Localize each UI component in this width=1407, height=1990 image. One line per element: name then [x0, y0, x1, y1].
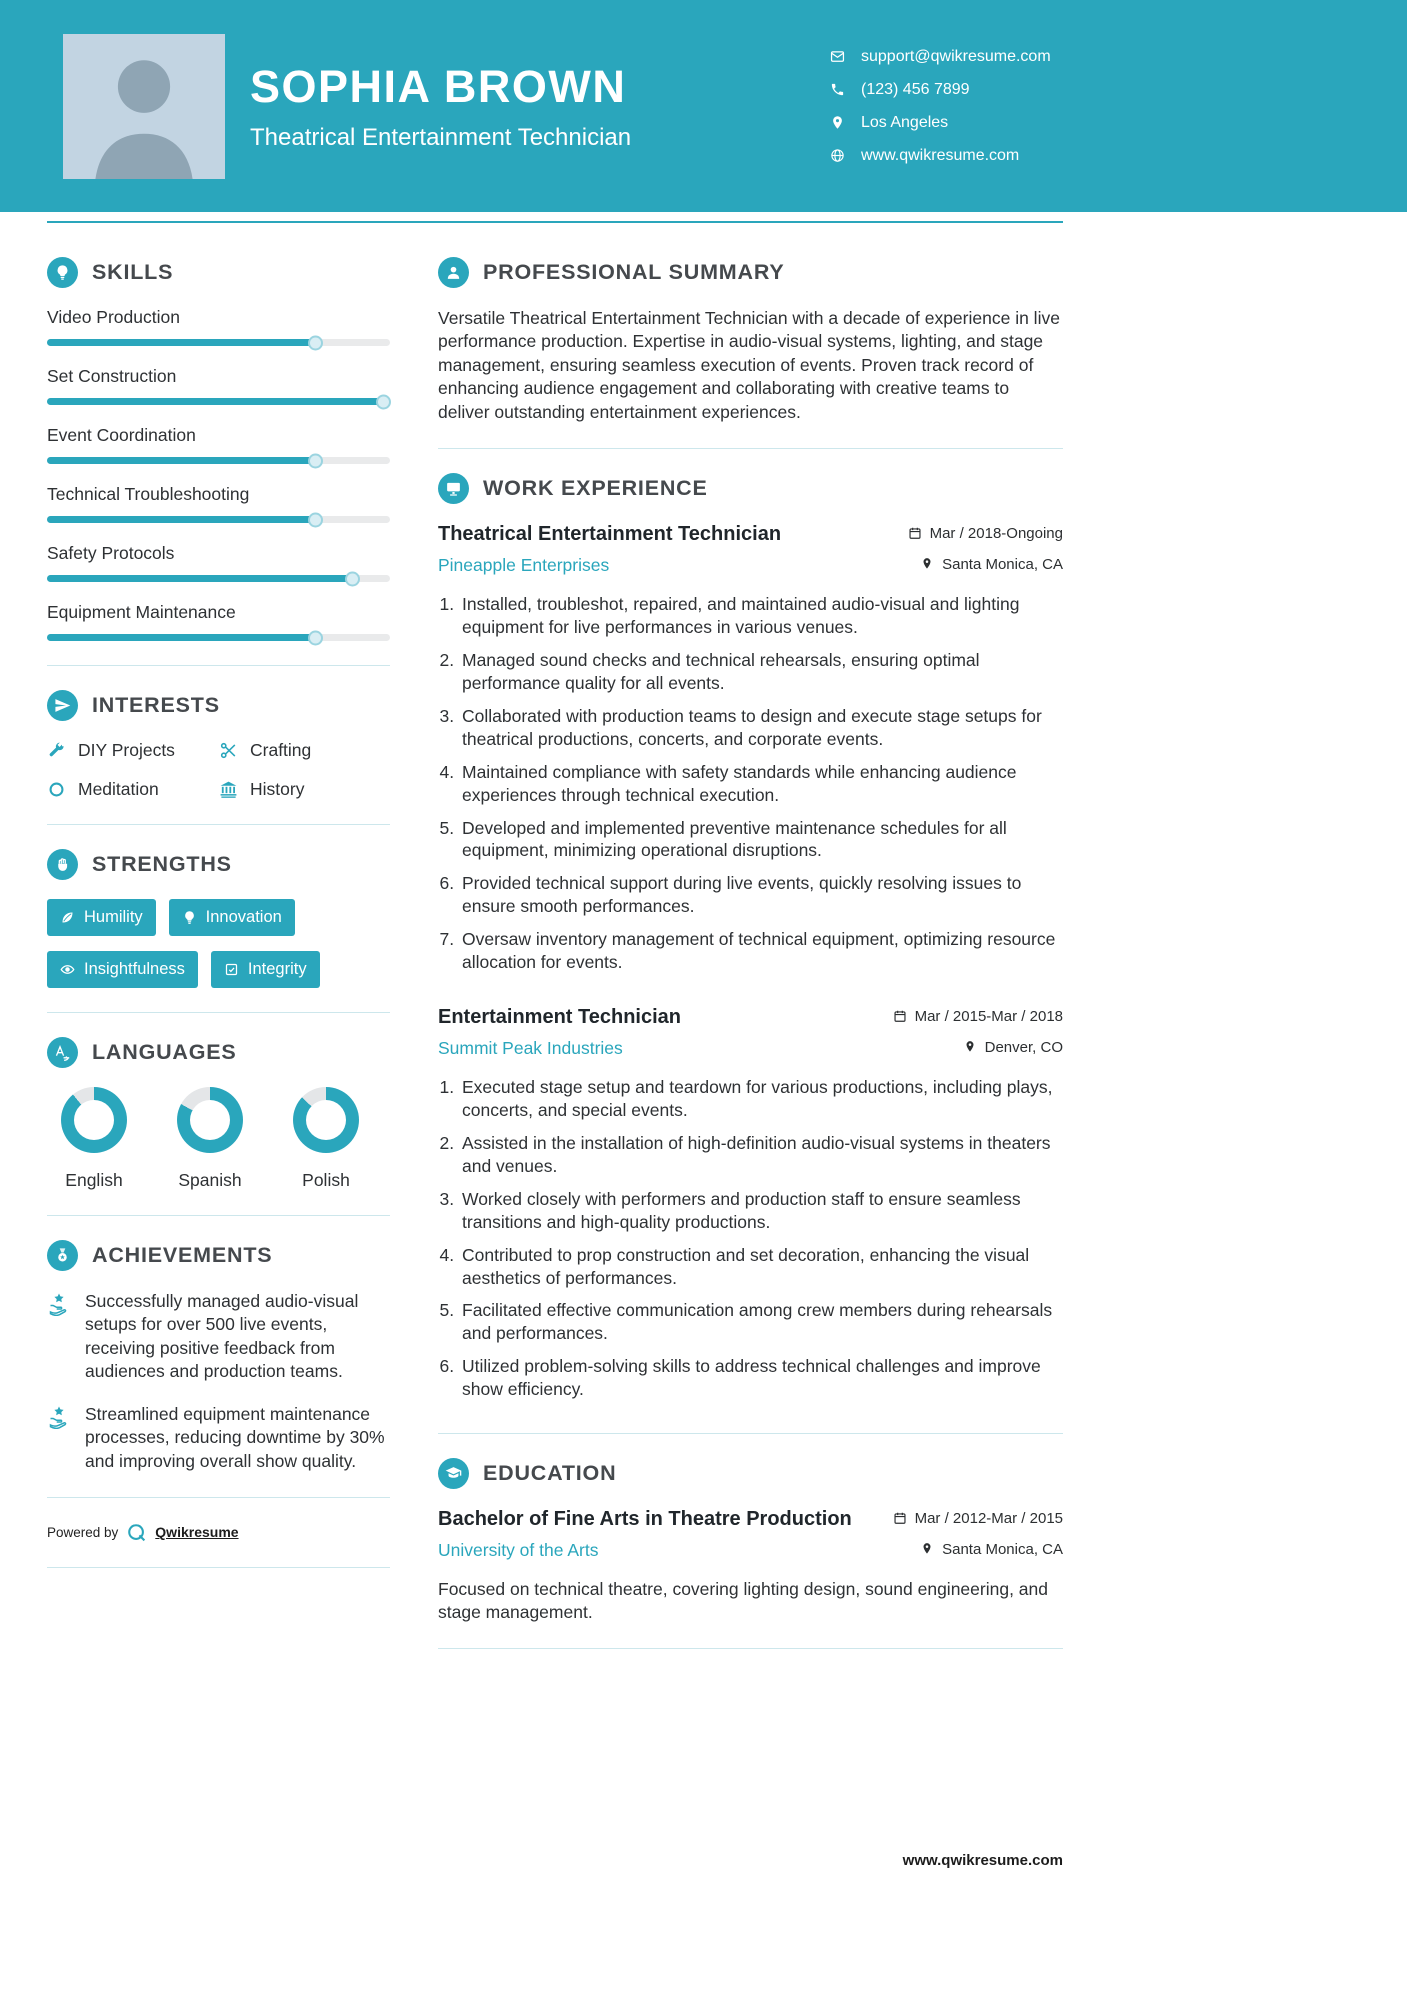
contact-location-text: Los Angeles [861, 113, 949, 131]
museum-icon [219, 780, 238, 799]
school-row [438, 1531, 1063, 1561]
footer-powered-by [47, 1522, 390, 1543]
skill-knob [308, 335, 323, 350]
email-icon [830, 49, 845, 64]
skill-item [47, 366, 390, 405]
fist-icon [47, 849, 78, 880]
phone-icon [830, 82, 845, 97]
achievement-item [47, 1290, 390, 1383]
wrench-icon [47, 741, 66, 760]
job-bullet: 1. Installed, troubleshot, repaired, and maintained audio-visual and lighting equipment for live performances in various venues. [459, 593, 1063, 639]
work-experience-heading: WORK EXPERIENCE [483, 476, 708, 501]
strength-chip [47, 899, 156, 936]
job-dates-text: Mar / 2018-Ongoing [929, 524, 1063, 542]
interest-label: Meditation [78, 779, 159, 799]
circle-icon [47, 780, 66, 799]
languages-list [47, 1087, 390, 1191]
summary-header [438, 257, 1063, 288]
section-divider [47, 1567, 390, 1568]
languages-section [47, 1037, 390, 1191]
person-job-title: Theatrical Entertainment Technician [250, 123, 632, 151]
company-name: Pineapple Enterprises [438, 555, 610, 576]
contact-location [830, 106, 1051, 139]
qwikresume-link[interactable]: Qwikresume [155, 1524, 239, 1541]
language-label: English [65, 1170, 123, 1190]
education-heading: EDUCATION [483, 1461, 617, 1486]
degree-title: Bachelor of Fine Arts in Theatre Production [438, 1508, 852, 1531]
graduation-cap-icon [438, 1458, 469, 1489]
job-bullet: 4. Contributed to prop construction and set decoration, enhancing the visual aesthetics of performances. [459, 1244, 1063, 1290]
contact-phone-text: (123) 456 7899 [861, 80, 970, 98]
contact-email [830, 40, 1051, 73]
job-bullet: 6. Provided technical support during live events, quickly resolving issues to ensure smooth performances. [459, 872, 1063, 918]
skill-label: Event Coordination [47, 425, 196, 445]
achievements-section [47, 1240, 390, 1473]
job-bullet: 4. Maintained compliance with safety standards while enhancing audience experiences through technical execution. [459, 761, 1063, 807]
job-bullet: 2. Assisted in the installation of high-definition audio-visual systems in theaters and venues. [459, 1132, 1063, 1178]
education-location [920, 1541, 1063, 1558]
education-section [438, 1458, 1063, 1624]
strength-label: Integrity [247, 960, 307, 978]
job-bullet: 3. Worked closely with performers and production staff to ensure seamless transitions and high-quality productions. [459, 1188, 1063, 1234]
section-divider [438, 448, 1063, 449]
paper-plane-icon [47, 690, 78, 721]
job-bullet-list [438, 593, 1063, 974]
skill-item [47, 425, 390, 464]
skill-bar [47, 516, 390, 523]
achievements-header [47, 1240, 390, 1271]
lightbulb-icon [182, 910, 197, 925]
job-location-text: Denver, CO [984, 1038, 1063, 1056]
header [0, 0, 1407, 212]
language-item [177, 1087, 243, 1191]
skills-section [47, 257, 390, 641]
language-donut-chart [61, 1087, 127, 1153]
pin-icon [963, 1040, 977, 1054]
hand-star-icon [47, 1405, 71, 1429]
job-company-row [438, 1029, 1063, 1059]
globe-icon [830, 148, 845, 163]
education-dates-text: Mar / 2012-Mar / 2015 [914, 1509, 1063, 1527]
job-bullet: 7. Oversaw inventory management of technical equipment, optimizing resource allocation for events. [459, 928, 1063, 974]
strengths-section [47, 849, 390, 988]
language-donut-chart [293, 1087, 359, 1153]
work-experience-header [438, 473, 1063, 504]
check-square-icon [224, 962, 239, 977]
donut-hole [74, 1100, 114, 1140]
job-entry [438, 523, 1063, 974]
pin-icon [920, 557, 934, 571]
job-bullet: 3. Collaborated with production teams to design and execute stage setups for theatrical productions, concerts, and corporate events. [459, 705, 1063, 751]
skills-header [47, 257, 390, 288]
language-item [61, 1087, 127, 1191]
powered-by-label: Powered by [47, 1524, 119, 1540]
degree-row [438, 1508, 1063, 1531]
interests-grid [47, 740, 390, 800]
education-location-text: Santa Monica, CA [942, 1540, 1063, 1558]
interest-label: Crafting [250, 740, 312, 760]
education-dates [893, 1510, 1063, 1527]
skills-heading: SKILLS [92, 260, 174, 284]
calendar-icon [893, 1511, 907, 1525]
contact-email-text[interactable]: support@qwikresume.com [861, 47, 1051, 65]
achievement-item [47, 1403, 390, 1473]
language-label: Polish [302, 1170, 350, 1190]
person-name: SOPHIA BROWN [250, 60, 627, 112]
languages-heading: LANGUAGES [92, 1040, 237, 1064]
skill-knob [345, 571, 360, 586]
strengths-chips [47, 899, 390, 988]
medal-icon [47, 1240, 78, 1271]
languages-header [47, 1037, 390, 1068]
user-icon [438, 257, 469, 288]
donut-hole [190, 1100, 230, 1140]
qwikresume-logo [126, 1522, 147, 1543]
section-divider [47, 665, 390, 666]
skill-bar [47, 457, 390, 464]
interests-section [47, 690, 390, 800]
right-column [438, 257, 1063, 1673]
section-divider [47, 1497, 390, 1498]
job-bullet: 6. Utilized problem-solving skills to address technical challenges and improve show efficiency. [459, 1355, 1063, 1401]
achievement-text: Successfully managed audio-visual setups for over 500 live events, receiving positive feedback from audiences and production teams. [85, 1291, 359, 1381]
job-title: Theatrical Entertainment Technician [438, 523, 782, 546]
job-location-text: Santa Monica, CA [942, 555, 1063, 573]
contact-phone [830, 73, 1051, 106]
content-columns [0, 223, 1407, 1673]
interest-item [47, 779, 219, 800]
scissors-icon [219, 741, 238, 760]
skill-item [47, 307, 390, 346]
job-title: Entertainment Technician [438, 1006, 682, 1029]
job-bullet: 1. Executed stage setup and teardown for various productions, including plays, concerts, and special events. [459, 1076, 1063, 1122]
achievements-heading: ACHIEVEMENTS [92, 1243, 273, 1267]
interests-heading: INTERESTS [92, 693, 220, 717]
interest-item [219, 740, 390, 761]
strength-chip [169, 899, 295, 936]
skill-label: Equipment Maintenance [47, 602, 236, 622]
strengths-heading: STRENGTHS [92, 852, 232, 876]
skill-knob [308, 630, 323, 645]
skill-bar [47, 398, 390, 405]
skill-label: Safety Protocols [47, 543, 175, 563]
job-entry [438, 1006, 1063, 1401]
leaf-icon [60, 910, 75, 925]
contact-website-text[interactable]: www.qwikresume.com [861, 146, 1020, 164]
skill-item [47, 543, 390, 582]
person-silhouette-icon [63, 34, 225, 179]
lightbulb-icon [47, 257, 78, 288]
skill-bar [47, 575, 390, 582]
identity-block [250, 61, 631, 152]
skill-knob [376, 394, 391, 409]
job-company-row [438, 546, 1063, 576]
language-label: Spanish [178, 1170, 242, 1190]
interest-item [47, 740, 219, 761]
skill-item [47, 602, 390, 641]
job-bullet: 5. Facilitated effective communication among crew members during rehearsals and performances. [459, 1299, 1063, 1345]
job-bullet: 2. Managed sound checks and technical rehearsals, ensuring optimal performance quality for all events. [459, 649, 1063, 695]
skill-bar [47, 634, 390, 641]
section-divider [438, 1433, 1063, 1434]
hand-star-icon [47, 1292, 71, 1316]
computer-icon [438, 473, 469, 504]
skill-knob [308, 453, 323, 468]
interest-label: History [250, 779, 305, 799]
job-dates [893, 1008, 1063, 1025]
skill-label: Technical Troubleshooting [47, 484, 250, 504]
summary-section [438, 257, 1063, 424]
job-location [963, 1039, 1063, 1056]
job-dates-text: Mar / 2015-Mar / 2018 [914, 1007, 1063, 1025]
footer-site-url[interactable]: www.qwikresume.com [902, 1852, 1063, 1869]
education-description: Focused on technical theatre, covering lighting design, sound engineering, and stage management. [438, 1579, 1048, 1623]
profile-photo [63, 34, 225, 179]
skill-item [47, 484, 390, 523]
donut-hole [306, 1100, 346, 1140]
calendar-icon [908, 526, 922, 540]
job-bullet-list [438, 1076, 1063, 1401]
achievement-text: Streamlined equipment maintenance processes, reducing downtime by 30% and improving overall show quality. [85, 1404, 385, 1471]
section-divider [47, 1012, 390, 1013]
strengths-header [47, 849, 390, 880]
school-name: University of the Arts [438, 1540, 599, 1561]
skill-label: Video Production [47, 307, 180, 327]
language-item [293, 1087, 359, 1191]
company-name: Summit Peak Industries [438, 1038, 623, 1059]
strength-chip [211, 951, 320, 988]
job-bullet: 5. Developed and implemented preventive maintenance schedules for all equipment, minimizing operational disruptions. [459, 817, 1063, 863]
interest-item [219, 779, 390, 800]
job-location [920, 556, 1063, 573]
education-header [438, 1458, 1063, 1489]
interest-label: DIY Projects [78, 740, 175, 760]
translate-icon [47, 1037, 78, 1068]
job-dates [908, 525, 1063, 542]
strength-chip [47, 951, 198, 988]
section-divider [47, 1215, 390, 1216]
strength-label: Humility [84, 908, 143, 926]
work-experience-section [438, 473, 1063, 1401]
summary-text: Versatile Theatrical Entertainment Technician with a decade of experience in live performance production. Expertise in audio-visual systems, lighting, and stage management, ensuring seamless execution of events. Proven track record of enhancing audience engagement and collaborating with creative teams to deliver outstanding entertainment experiences. [438, 308, 1060, 422]
strength-label: Insightfulness [84, 960, 185, 978]
section-divider [47, 824, 390, 825]
skill-label: Set Construction [47, 366, 177, 386]
skill-knob [308, 512, 323, 527]
strength-label: Innovation [205, 908, 282, 926]
summary-heading: PROFESSIONAL SUMMARY [483, 260, 785, 284]
contact-list [830, 40, 1051, 172]
skill-bar [47, 339, 390, 346]
interests-header [47, 690, 390, 721]
calendar-icon [893, 1009, 907, 1023]
contact-website [830, 139, 1051, 172]
left-column [47, 257, 390, 1592]
section-divider [438, 1648, 1063, 1649]
job-title-row [438, 1006, 1063, 1029]
pin-icon [920, 1542, 934, 1556]
eye-icon [60, 962, 75, 977]
location-pin-icon [830, 115, 845, 130]
job-title-row [438, 523, 1063, 546]
language-donut-chart [177, 1087, 243, 1153]
